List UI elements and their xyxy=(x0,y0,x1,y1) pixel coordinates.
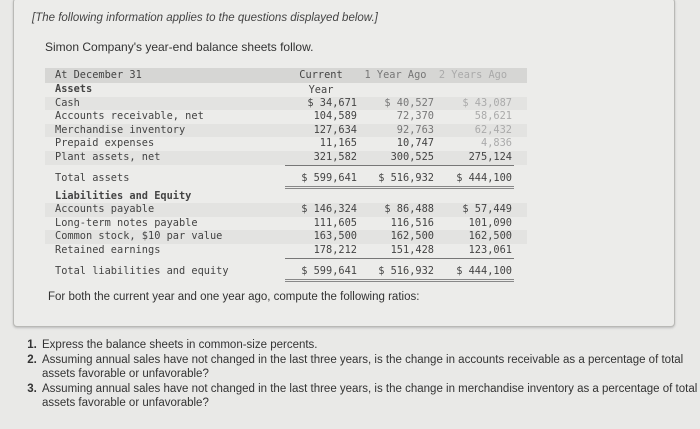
total-assets-row xyxy=(45,170,527,186)
value-2-years-ago: $ 43,087 xyxy=(462,96,512,109)
question-1: 1. Express the balance sheets in common-size percents. xyxy=(40,338,700,353)
table-row xyxy=(45,151,527,165)
row-label: Plant assets, net xyxy=(55,150,161,163)
row-label: Prepaid expenses xyxy=(55,137,155,150)
ratios-instruction: For both the current year and one year ago, compute the following ratios: xyxy=(48,291,420,303)
value-current-year: 111,605 xyxy=(313,216,357,229)
row-label: Total assets xyxy=(55,171,130,184)
intro-text: [The following information applies to the questions displayed below.] xyxy=(32,12,378,24)
table-row xyxy=(45,230,527,244)
row-label: Accounts receivable, net xyxy=(55,110,204,123)
value-current-year: 127,634 xyxy=(313,123,357,136)
value-1-year-ago: $ 86,488 xyxy=(384,203,434,216)
row-label: Common stock, $10 par value xyxy=(55,230,223,243)
row-label: Merchandise inventory xyxy=(55,123,186,136)
value-2-years-ago: 162,500 xyxy=(468,230,512,243)
value-current-year: 178,212 xyxy=(313,243,357,256)
table-row xyxy=(45,110,527,124)
table-row xyxy=(45,217,527,231)
value-1-year-ago: 72,370 xyxy=(396,110,434,123)
header-1-year-ago: 1 Year Ago xyxy=(364,69,427,81)
value-1-year-ago: 92,763 xyxy=(396,123,434,136)
value-2-years-ago: 58,621 xyxy=(474,110,512,123)
header-current-year: Current Year xyxy=(299,69,343,96)
value-1-year-ago: $ 40,527 xyxy=(384,96,434,109)
header-2-years-ago: 2 Years Ago xyxy=(438,69,508,81)
total-liabilities-equity-row xyxy=(45,263,527,279)
value-current-year: $ 34,671 xyxy=(307,96,357,109)
question-list xyxy=(22,338,700,411)
row-label: Accounts payable xyxy=(55,203,155,216)
value-2-years-ago: 4,836 xyxy=(481,137,512,150)
value-current-year: 104,589 xyxy=(313,110,357,123)
value-1-year-ago: 300,525 xyxy=(390,150,434,163)
table-row xyxy=(45,203,527,217)
table-row xyxy=(45,97,527,111)
header-date: At December 31 xyxy=(55,69,142,81)
value-2-years-ago: $ 444,100 xyxy=(456,264,512,277)
value-1-year-ago: 10,747 xyxy=(396,137,434,150)
row-label: Total liabilities and equity xyxy=(55,264,229,277)
row-label: Retained earnings xyxy=(55,243,161,256)
balance-sheet-table xyxy=(45,68,527,281)
value-current-year: $ 599,641 xyxy=(301,171,357,184)
value-2-years-ago: $ 57,449 xyxy=(462,203,512,216)
table-row xyxy=(45,124,527,138)
value-1-year-ago: 116,516 xyxy=(390,216,434,229)
value-current-year: $ 146,324 xyxy=(301,203,357,216)
lead-text: Simon Company's year-end balance sheets follow. xyxy=(45,40,314,54)
assets-heading: Assets xyxy=(55,83,93,95)
value-2-years-ago: 101,090 xyxy=(468,216,512,229)
value-1-year-ago: $ 516,932 xyxy=(378,264,434,277)
value-current-year: 163,500 xyxy=(313,230,357,243)
question-3: 3. Assuming annual sales have not changed in the last three years, is the change in merchandise inventory as a percentage of total assets favorable or unfavorable? xyxy=(40,382,700,411)
value-1-year-ago: 162,500 xyxy=(390,230,434,243)
value-1-year-ago: 151,428 xyxy=(390,243,434,256)
value-2-years-ago: $ 444,100 xyxy=(456,171,512,184)
value-2-years-ago: 275,124 xyxy=(468,150,512,163)
value-current-year: 321,582 xyxy=(313,150,357,163)
row-label: Long-term notes payable xyxy=(55,216,198,229)
section-heading xyxy=(45,83,527,97)
liabilities-equity-heading: Liabilities and Equity xyxy=(55,189,192,202)
section-heading xyxy=(45,190,527,204)
value-current-year: $ 599,641 xyxy=(301,264,357,277)
value-2-years-ago: 123,061 xyxy=(468,243,512,256)
table-row xyxy=(45,137,527,151)
value-2-years-ago: 62,432 xyxy=(474,123,512,136)
row-label: Cash xyxy=(55,96,80,109)
value-current-year: 11,165 xyxy=(319,137,357,150)
question-2: 2. Assuming annual sales have not changed in the last three years, is the change in accounts receivable as a percentage of total assets favorable or unfavorable? xyxy=(40,353,700,382)
value-1-year-ago: $ 516,932 xyxy=(378,171,434,184)
table-row xyxy=(45,244,527,258)
